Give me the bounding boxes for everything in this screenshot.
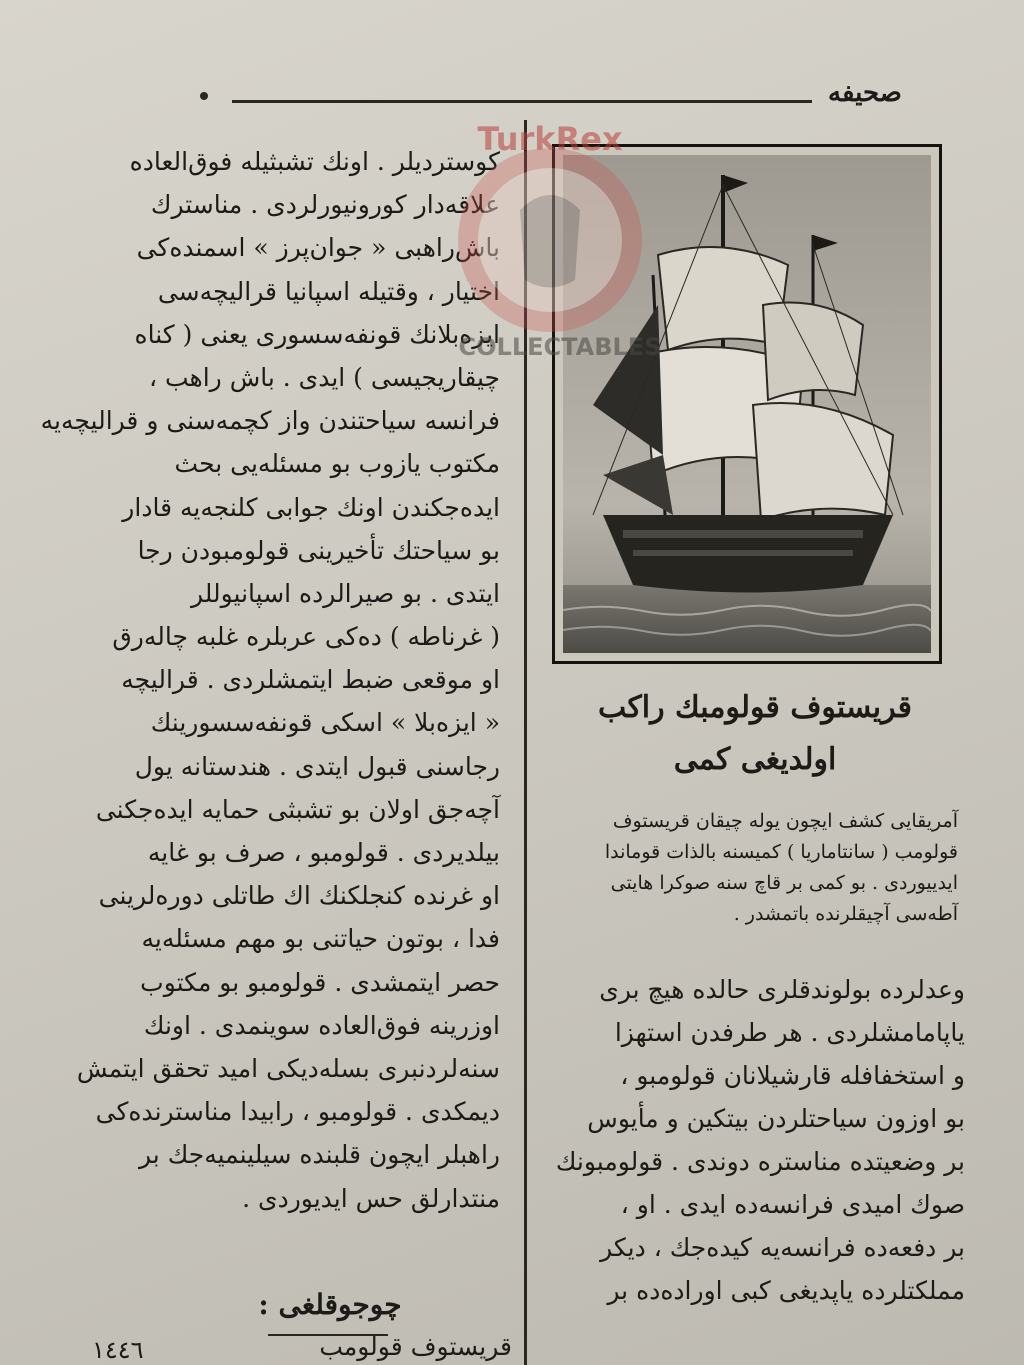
text-line: مکتوب یازوب بو مسئله‌یی بحث [174,449,500,479]
footer-number: ١٤٤٦ [92,1336,144,1364]
text-line: فدا ، بوتون حیاتنی بو مهم مسئله‌یه [141,924,500,954]
text-line: صوك امیدی فرانسه‌ده ایدی . او ، [620,1190,965,1219]
caption-text [558,806,958,930]
text-line: بر دفعه‌ده فرانسه‌یه کیده‌جك ، دیکر [600,1233,965,1262]
text-line: راهبلر ایچون قلبنده سیلینمیه‌جك بر [139,1140,500,1170]
text-line: حصر ایتمشدی . قولومبو بو مکتوب [140,967,500,997]
text-line: بو اوزون سیاحتلردن بیتکین و مأیوس [587,1104,965,1133]
text-line: کوستردیلر . اونك تشبثیله فوق‌العاده [129,147,500,176]
text-line: ایده‌جکندن اونك جوابی کلنجه‌یه قادار [122,492,500,522]
caption-line: ایدییوردی . بو کمی بر قاچ سنه صوکرا هایتی [610,872,958,894]
text-line: اختیار ، وقتیله اسپانیا قرالیچه‌سی [157,276,500,306]
footer-running-text: قریستوف قولومب [319,1332,512,1361]
subheading: چوجوقلغی : [258,1288,402,1321]
text-line: منتدارلق حس ایدیوردی . [242,1183,500,1213]
text-line: رجاسنی قبول ایتدی . هندستانه یول [134,751,500,781]
text-line: او موقعی ضبط ایتمشلردی . قرالیچه [121,665,500,695]
text-line: باش‌راهبی « جوان‌پرز » اسمنده‌کی [136,233,500,263]
text-line: ایتدی . بو صیرالرده اسپانیوللر [190,578,500,608]
text-line: بو سیاحتك تأخیرینی قولومبودن رجا [137,535,500,565]
text-line: مملکتلرده یاپدیغی کبی اوراده‌ده بر [607,1276,965,1305]
caption-line: آمریقایی کشف ایچون یوله چیقان قریستوف [612,810,958,832]
text-line: علاقه‌دار کورونیورلردی . مناسترك [150,190,500,220]
text-line: بر وضعیتده مناستره دوندی . قولومبونك [555,1147,965,1176]
page-mark [200,92,208,100]
caption-line: آطه‌سی آچیقلرنده باتمشدر . [733,903,958,925]
caption-line: قولومب ( سانتاماریا ) کمیسنه بالذات قوماندا [604,841,958,863]
text-line: فرانسه سیاحتندن واز کچمه‌سنی و قرالیچه‌یه [40,406,500,436]
header-rule [232,100,812,103]
watermark-line2: COLLECTABLES [458,333,662,361]
caption-title-line2: اولدیغی کمی [673,742,837,777]
text-line: ( غرناطه ) ده‌کی عربلره غلبه چالەرق [112,622,500,652]
collector-watermark [440,110,660,360]
text-line: و استخفافله قارشیلانان قولومبو ، [620,1061,965,1090]
text-line: « ایزه‌بلا » اسکی قونفه‌سسورینك [150,708,500,738]
text-line: اوزرینه فوق‌العاده سوینمدی . اونك [143,1010,500,1040]
caption-title-line1: قریستوف قولومبك راکب [598,690,912,725]
right-column [545,968,965,1312]
text-line: چیقاریجیسی ) ایدی . باش راهب ، [148,362,500,392]
text-line: آچه‌جق اولان بو تشبثی حمایه ایده‌جکنی [95,794,500,824]
text-line: بیلدیردی . قولومبو ، صرف بو غایه [147,838,500,867]
text-line: دیمکدی . قولومبو ، رابیدا مناسترنده‌کی [95,1097,500,1127]
text-line: ایزه‌بلانك قونفه‌سسوری یعنی ( کناه [134,319,500,349]
watermark-line1: TurkRex [477,120,623,158]
header-title: صحيفه [828,78,902,108]
text-line: وعدلرده بولوندقلری حالده هیچ بری [599,975,965,1004]
text-line: او غرنده کنجلکنك اك طاتلی دوره‌لرینی [98,881,500,911]
text-line: یاپامامشلردی . هر طرفدن استهزا [614,1018,965,1047]
text-line: سنه‌لردنبری بسله‌دیکی امید تحقق ایتمش [76,1053,500,1083]
